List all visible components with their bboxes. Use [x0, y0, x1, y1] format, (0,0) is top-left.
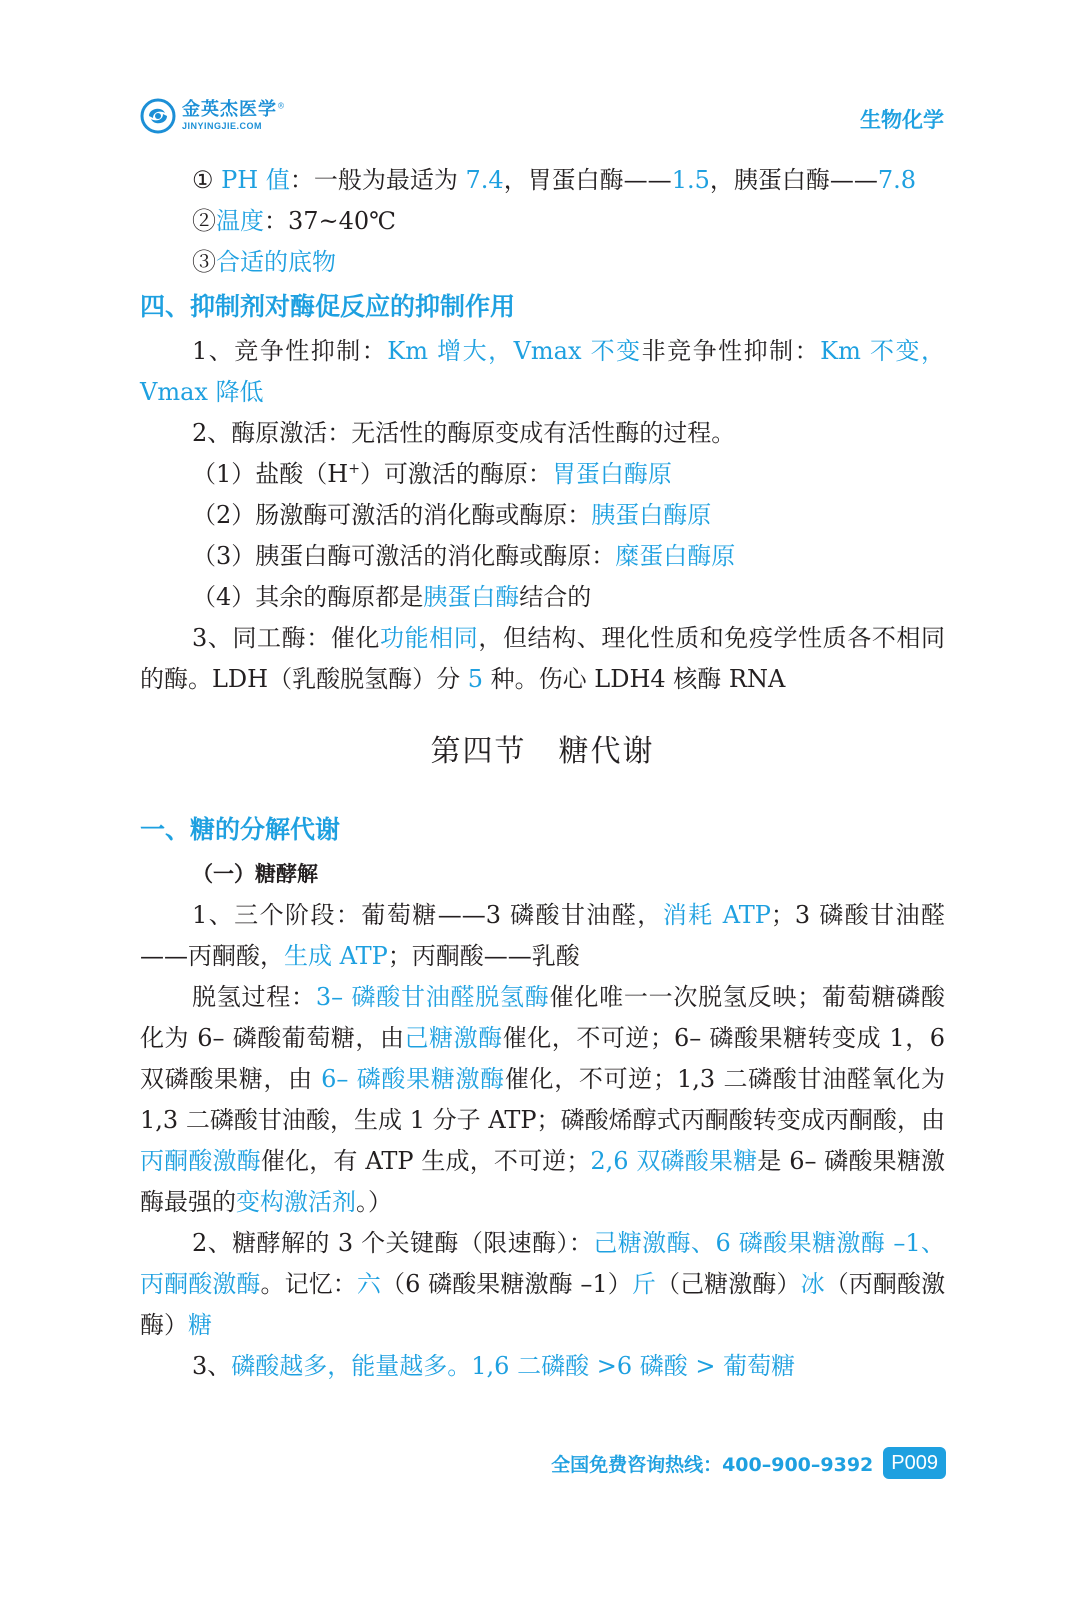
list-item-hcl	[140, 454, 945, 495]
text: 3、	[192, 1352, 232, 1380]
condition-substrate	[140, 242, 945, 283]
logo-registered-mark: ®	[277, 101, 285, 111]
highlight: 冰	[800, 1270, 825, 1298]
highlight: Km 不变，Vmax 降低	[140, 337, 945, 406]
text: ：一般为最适为	[289, 166, 466, 194]
list-item-others	[140, 577, 945, 618]
text: 2、糖酵解的 3 个关键酶（限速酶）：	[192, 1229, 594, 1257]
highlight: 5	[467, 665, 484, 693]
page-content	[140, 160, 945, 1387]
page-number-badge: P009	[883, 1447, 946, 1479]
highlight: 生成 ATP	[284, 942, 388, 970]
paragraph-zymogen-activation: 2、酶原激活：无活性的酶原变成有活性酶的过程。	[192, 419, 736, 447]
logo-chinese-text: 金英杰医学	[182, 99, 277, 120]
highlight: 胃蛋白酶原	[551, 460, 672, 488]
text: （己糖激酶）	[655, 1270, 801, 1298]
text: 1、三个阶段：葡萄糖——3 磷酸甘油醛，	[192, 901, 663, 929]
text: 。）	[356, 1188, 392, 1216]
highlight: 3– 磷酸甘油醛脱氢酶	[315, 983, 550, 1011]
highlight: 功能相同	[380, 624, 479, 652]
highlight: 1.5	[671, 166, 710, 194]
text: 脱氢过程：	[192, 983, 316, 1011]
heading-catabolism: 一、糖的分解代谢	[140, 815, 341, 844]
text: 结合的	[519, 583, 592, 611]
subject-title: 生物化学	[860, 108, 944, 132]
highlight: 2,6 双磷酸果糖	[590, 1147, 758, 1175]
text: 非竞争性抑制：	[641, 337, 821, 365]
highlight: 变构激活剂	[236, 1188, 356, 1216]
text: ②	[192, 207, 216, 235]
logo-english-text: JINYINGJIE.COM	[182, 121, 263, 131]
condition-temperature	[140, 201, 945, 242]
highlight: 己糖激酶	[404, 1024, 503, 1052]
text: ①	[192, 166, 222, 194]
highlight: 胰蛋白酶原	[591, 501, 712, 529]
highlight: 合适的底物	[216, 248, 336, 276]
text: （1）盐酸（H	[192, 460, 349, 488]
text: ；3 磷酸甘油醛——丙酮酸，	[140, 901, 945, 970]
text: ，胰蛋白酶——	[709, 166, 878, 194]
text: （3）胰蛋白酶可激活的消化酶或酶原：	[192, 542, 616, 570]
text: 3、同工酶：催化	[192, 624, 380, 652]
text: 催化，不可逆；6– 磷酸果糖转变成 1，6 双磷酸果糖，由	[140, 1024, 946, 1093]
text: （4）其余的酶原都是	[192, 583, 424, 611]
text: （6 磷酸果糖激酶 –1）	[381, 1270, 632, 1298]
highlight: 斤	[631, 1270, 656, 1298]
highlight: 糖	[188, 1311, 212, 1339]
condition-ph	[140, 160, 945, 201]
text: ，胃蛋白酶——	[503, 166, 672, 194]
text: 种。伤心 LDH4 核酶 RNA	[483, 665, 786, 693]
list-item-trypsin	[140, 536, 945, 577]
paragraph-phosphate-energy	[140, 1346, 945, 1387]
page-footer	[551, 1447, 946, 1479]
text: 1、竞争性抑制：	[192, 337, 388, 365]
text: ）可激活的酶原：	[359, 460, 552, 488]
paragraph-dehydrogenation	[140, 977, 945, 1223]
text: ：37~40℃	[264, 207, 397, 235]
paragraph-key-enzymes	[140, 1223, 945, 1346]
text: 催化，不可逆；1,3 二磷酸甘油醛氧化为 1,3 二磷酸甘油酸，生成 1 分子 ATP；磷酸烯醇式丙酮酸转变成丙酮酸，由	[140, 1065, 945, 1134]
highlight: 胰蛋白酶	[423, 583, 520, 611]
logo-swirl-icon	[140, 98, 176, 134]
highlight: 丙酮酸激酶	[140, 1147, 261, 1175]
text: 催化唯一一次脱氢反映；葡萄糖磷酸化为 6– 磷酸葡萄糖，由	[140, 983, 946, 1052]
text: ③	[192, 248, 216, 276]
paragraph-inhibition	[140, 331, 945, 413]
brand-logo	[140, 98, 285, 134]
highlight: Km 增大，Vmax 不变	[387, 337, 642, 365]
paragraph-isoenzyme	[140, 618, 945, 700]
highlight: 消耗 ATP	[662, 901, 771, 929]
section-title: 第四节 糖代谢	[430, 734, 655, 769]
paragraph-three-stages	[140, 895, 945, 977]
superscript: +	[348, 461, 360, 477]
text: 催化，有 ATP 生成，不可逆；	[260, 1147, 591, 1175]
hotline-text: 全国免费咨询热线：400–900–9392	[551, 1453, 874, 1476]
highlight: 6– 磷酸果糖激酶	[321, 1065, 505, 1093]
text: 。记忆：	[260, 1270, 357, 1298]
highlight: 己糖激酶、6 磷酸果糖激酶 –1、丙酮酸激酶	[140, 1229, 946, 1298]
subheading-glycolysis: （一）糖酵解	[192, 862, 318, 886]
highlight: 糜蛋白酶原	[615, 542, 736, 570]
highlight: 六	[356, 1270, 381, 1298]
highlight: 磷酸越多，能量越多。1,6 二磷酸 >6 磷酸 > 葡萄糖	[231, 1352, 796, 1380]
heading-inhibitors: 四、抑制剂对酶促反应的抑制作用	[140, 292, 516, 321]
highlight: 温度	[216, 207, 264, 235]
text: 是 6– 磷酸果糖激酶最强的	[140, 1147, 945, 1216]
page-header	[0, 0, 1082, 140]
highlight: 7.8	[877, 166, 917, 194]
text: ，但结构、理化性质和免疫学性质各不相同的酶。LDH（乳酸脱氢酶）分	[140, 624, 946, 693]
list-item-enterokinase	[140, 495, 945, 536]
text: （2）肠激酶可激活的消化酶或酶原：	[192, 501, 592, 529]
highlight: PH 值	[221, 166, 290, 194]
highlight: 7.4	[465, 166, 504, 194]
text: ；丙酮酸——乳酸	[387, 942, 580, 970]
text: （丙酮酸激酶）	[140, 1270, 946, 1339]
